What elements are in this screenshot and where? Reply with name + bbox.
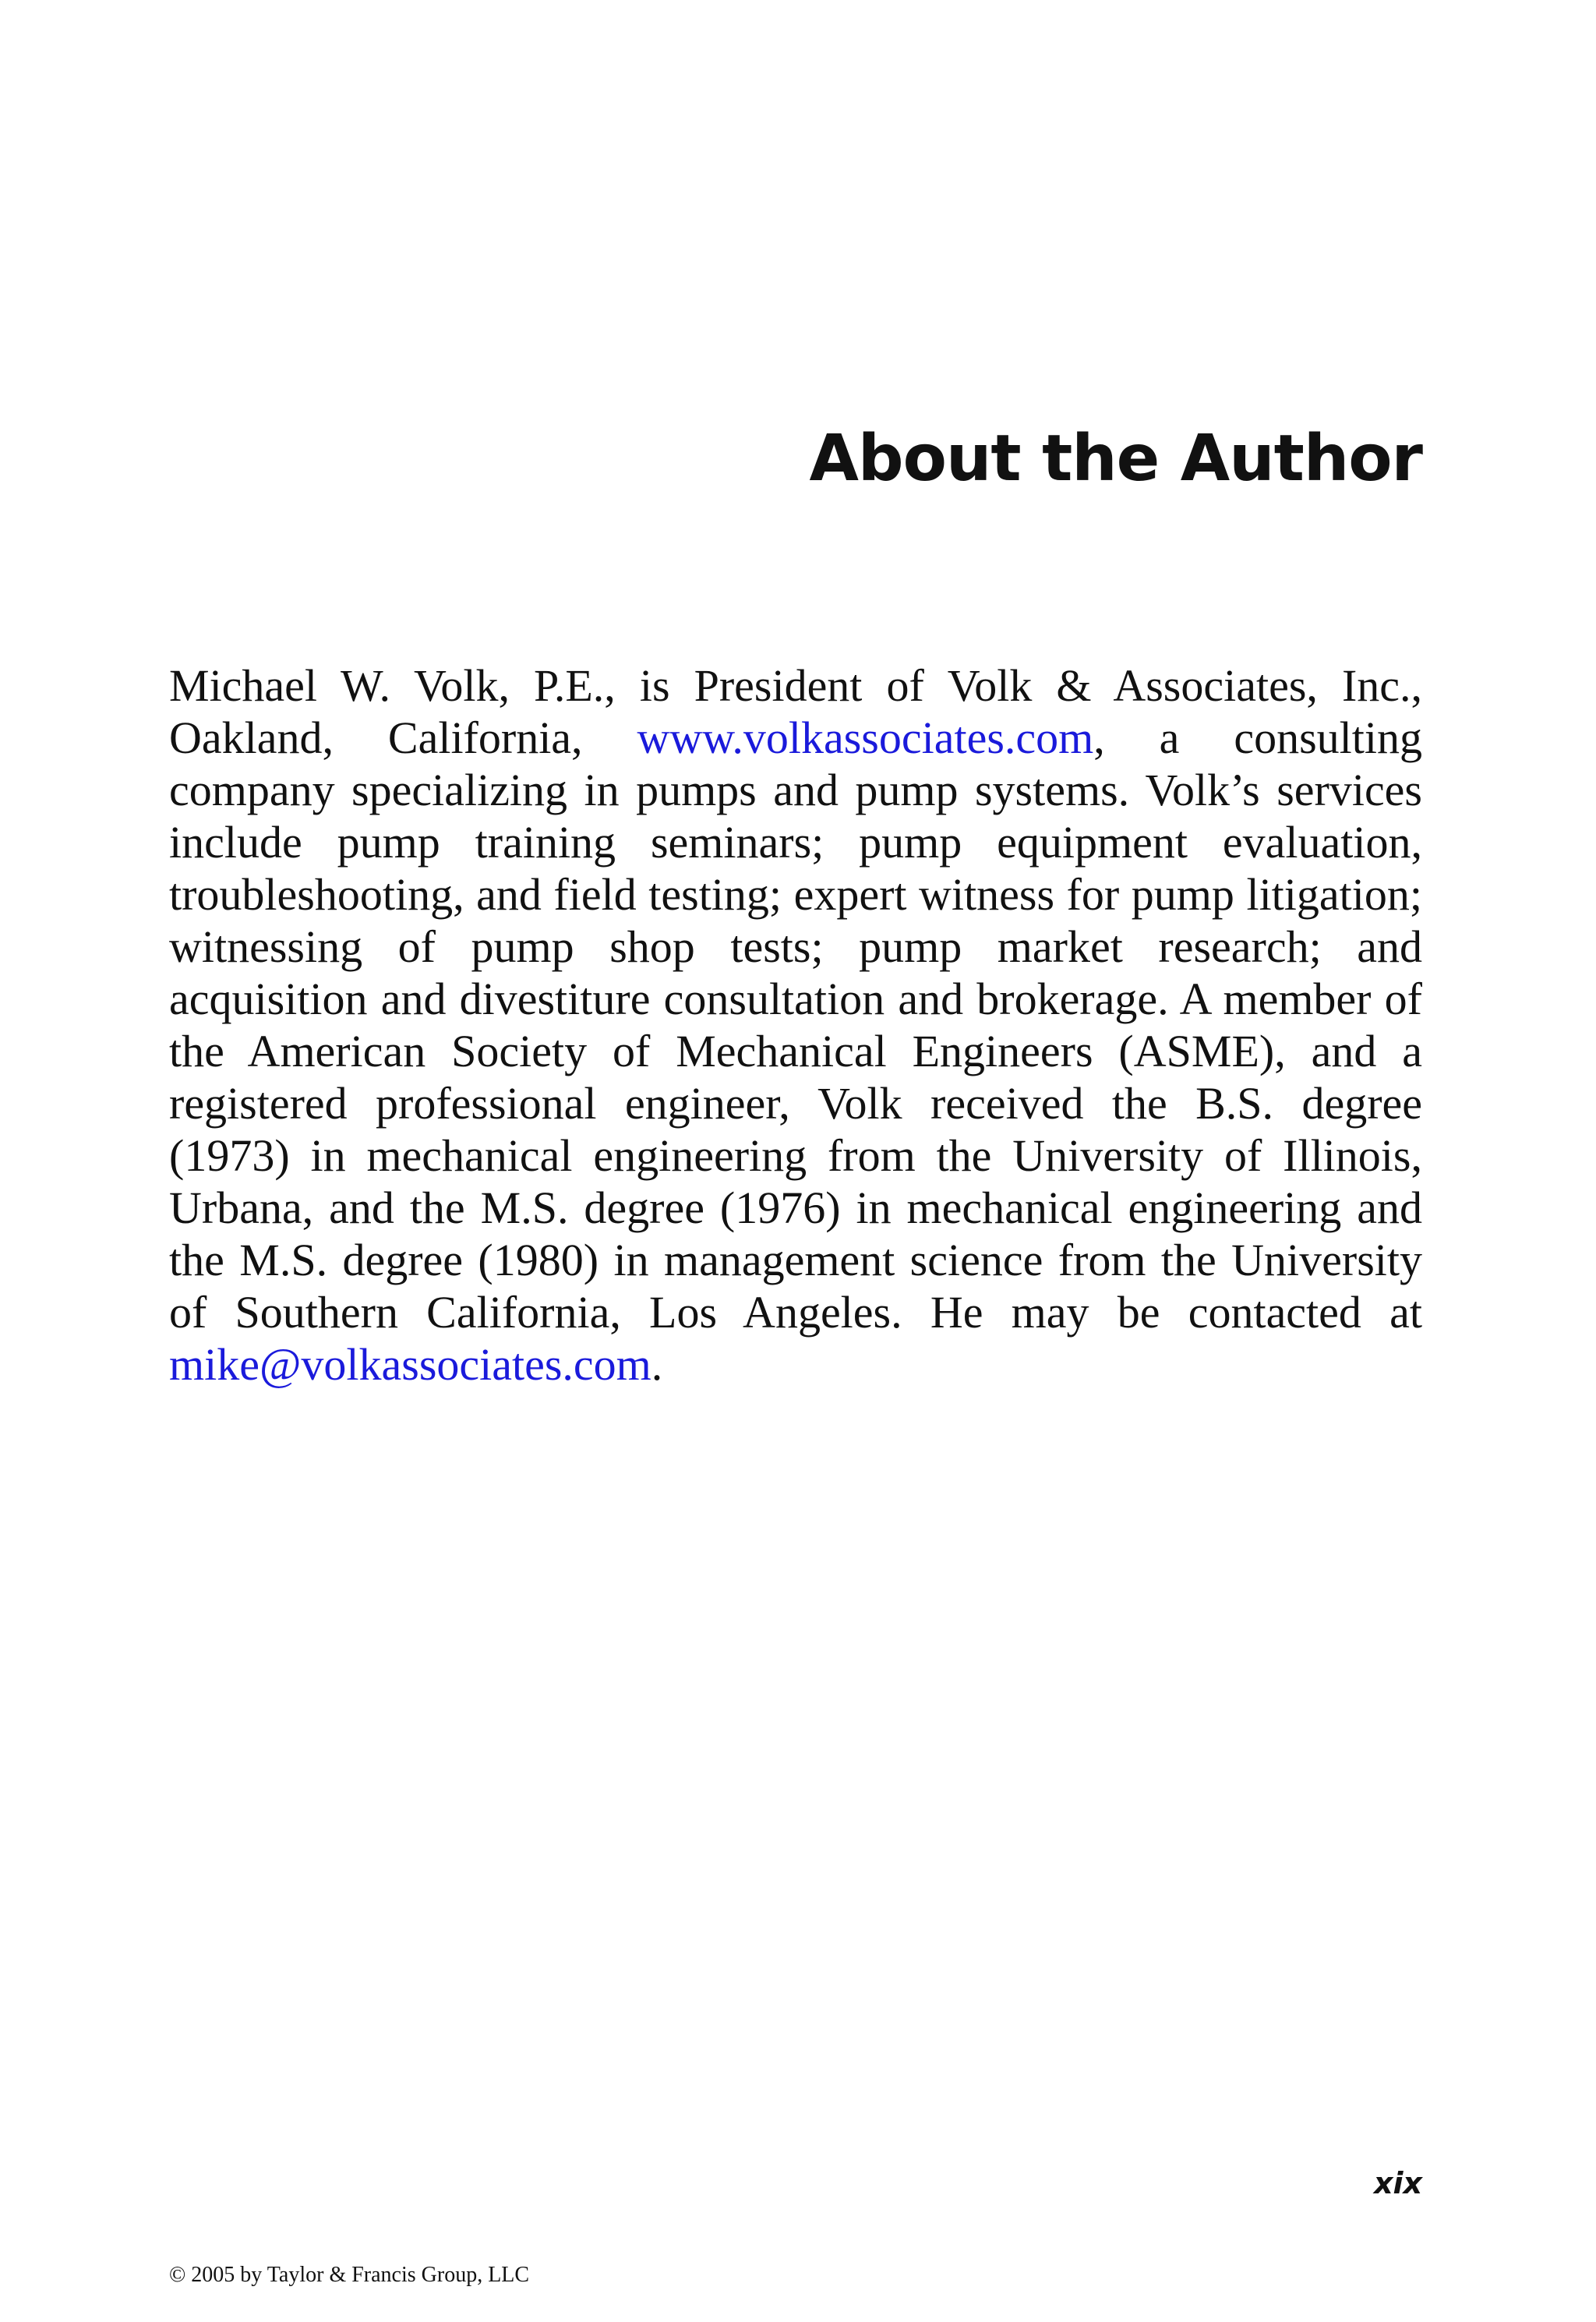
website-link[interactable]: www.volkassociates.com (637, 712, 1094, 763)
page-title: About the Author (809, 422, 1422, 496)
page-number: xix (1373, 2166, 1422, 2200)
bio-body: , a consulting company specializing in pumps and pump systems. Volk’s services include pump training seminars; pump equipment evaluation, troubleshooting, and field testing; expert witness for pump litigation; witnessing of pump shop tests; pump market research; and acquisition and divestiture consultation and brokerage. A member of the American Society of Mechanical Engineers (ASME), and a registered professional engineer, Volk received the B.S. degree (1973) in mechanical engineering from the University of Illinois, Urbana, and the M.S. degree (1976) in mechanical engineering and the M.S. degree (1980) in management science from the University of Southern California, Los Angeles. He may be contacted at (169, 712, 1422, 1338)
copyright-footer: © 2005 by Taylor & Francis Group, LLC (169, 2263, 530, 2287)
bio-end: . (651, 1339, 663, 1390)
author-bio (169, 659, 1422, 1391)
bio-intro: Michael W. Volk, P.E., is President of Volk & Associates, Inc., Oakland, California, (169, 660, 1422, 763)
email-link[interactable]: mike@volkassociates.com (169, 1339, 651, 1390)
